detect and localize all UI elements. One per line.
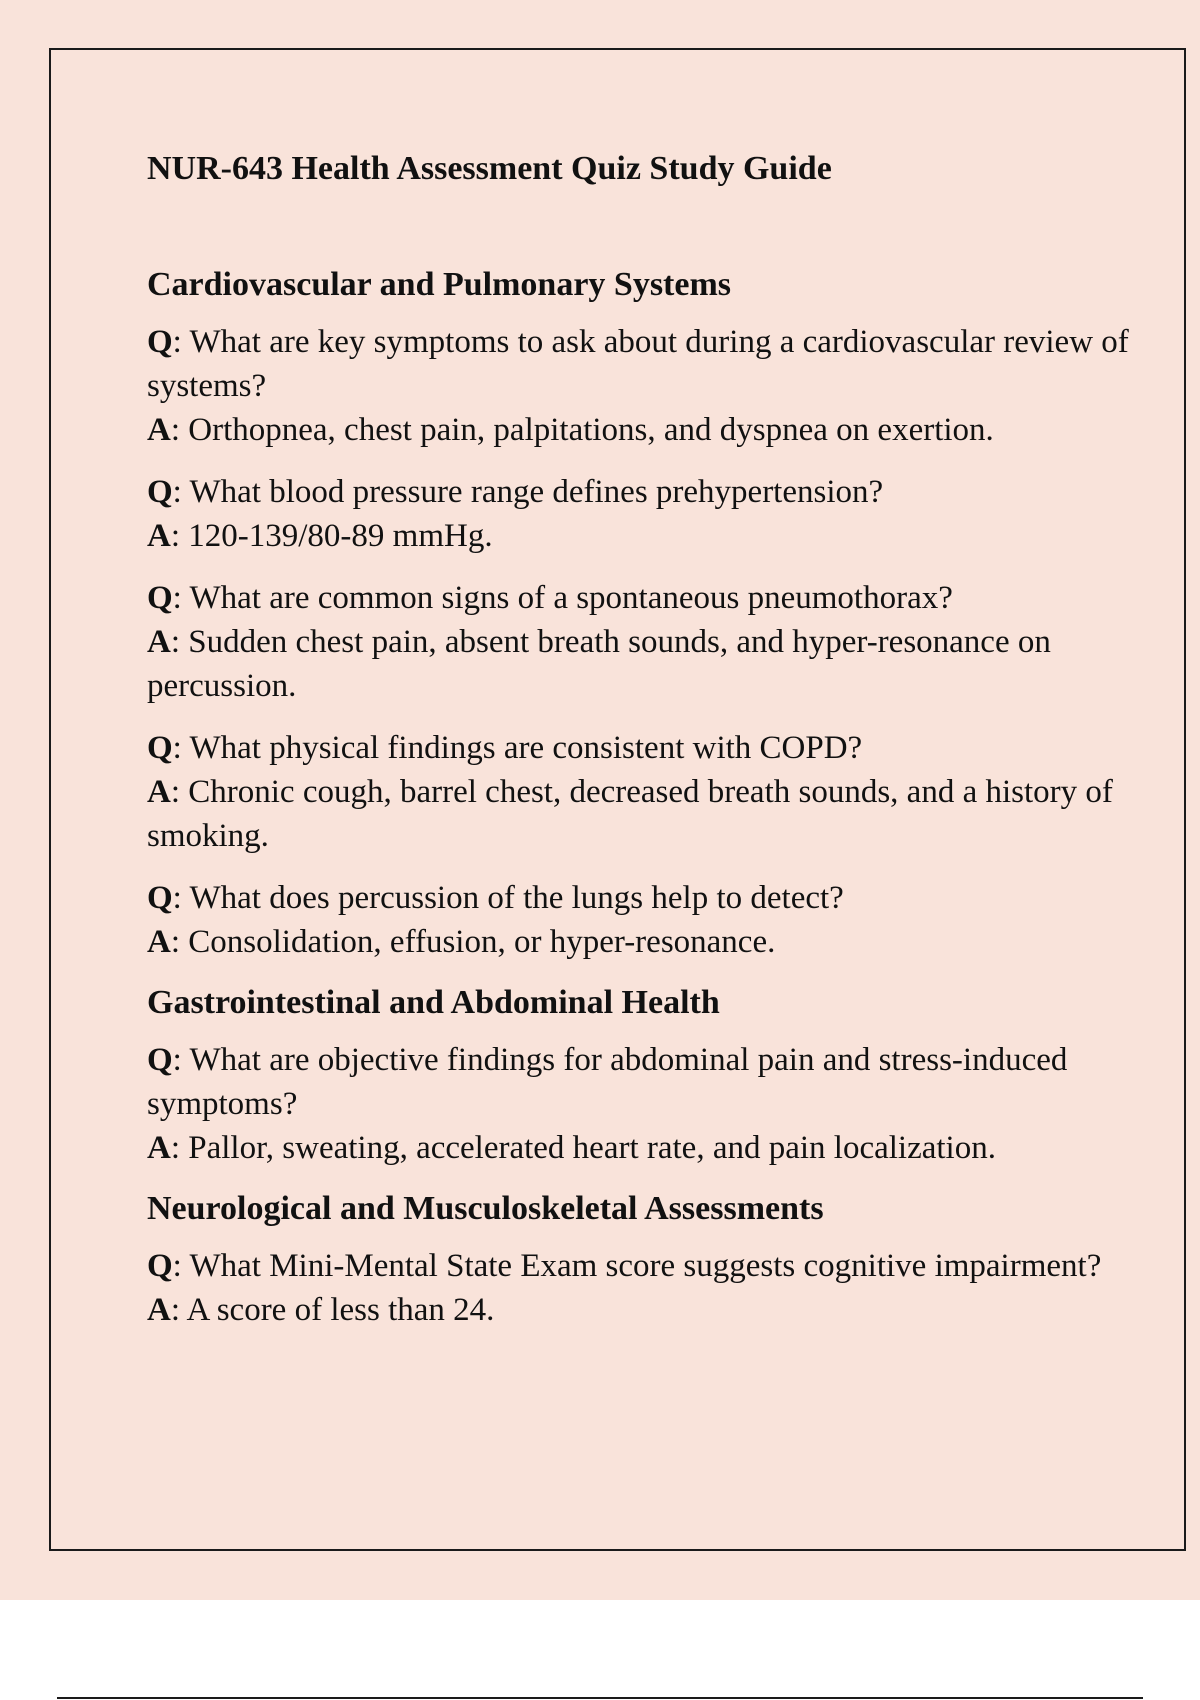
question-label: Q <box>147 1248 173 1284</box>
question <box>147 876 1147 920</box>
qa-item <box>147 1038 1147 1170</box>
question-text: : What does percussion of the lungs help to detect? <box>172 880 844 916</box>
study-guide-content <box>147 148 1147 1350</box>
document-title: NUR-643 Health Assessment Quiz Study Guide <box>147 150 832 187</box>
section-heading-cardio-pulmonary: Cardiovascular and Pulmonary Systems <box>147 266 732 303</box>
answer-text: : 120-139/80-89 mmHg. <box>170 518 493 554</box>
qa-item <box>147 1244 1147 1332</box>
question-text: : What physical findings are consistent with COPD? <box>172 730 863 766</box>
question-text: : What are common signs of a spontaneous pneumothorax? <box>172 580 953 616</box>
question-label: Q <box>147 730 173 766</box>
question-text: : What are objective findings for abdominal pain and stress-induced symptoms? <box>147 1042 1068 1122</box>
answer <box>147 920 1147 964</box>
answer-text: : Sudden chest pain, absent breath sounds, and hyper-resonance on percussion. <box>147 624 1051 704</box>
answer-label: A <box>147 1292 171 1328</box>
qa-item <box>147 320 1147 452</box>
answer-text: : Consolidation, effusion, or hyper-resonance. <box>170 924 776 960</box>
qa-item <box>147 726 1147 858</box>
answer-text: : Pallor, sweating, accelerated heart rate, and pain localization. <box>170 1130 996 1166</box>
question <box>147 1244 1147 1288</box>
answer-text: : Chronic cough, barrel chest, decreased breath sounds, and a history of smoking. <box>147 774 1113 854</box>
footer-divider <box>57 1697 1143 1699</box>
question <box>147 320 1147 408</box>
question-label: Q <box>147 324 173 360</box>
question <box>147 576 1147 620</box>
answer-label: A <box>147 624 171 660</box>
answer-label: A <box>147 1130 171 1166</box>
answer-text: : A score of less than 24. <box>170 1292 495 1328</box>
answer-label: A <box>147 774 171 810</box>
question-label: Q <box>147 880 173 916</box>
question-text: : What blood pressure range defines prehypertension? <box>172 474 884 510</box>
qa-item <box>147 876 1147 964</box>
section-heading-gastrointestinal: Gastrointestinal and Abdominal Health <box>147 984 720 1021</box>
section-heading-neuro-musculoskeletal: Neurological and Musculoskeletal Assessments <box>147 1190 824 1227</box>
answer-label: A <box>147 518 171 554</box>
question <box>147 726 1147 770</box>
answer <box>147 1126 1147 1170</box>
answer-label: A <box>147 412 171 448</box>
question-label: Q <box>147 580 173 616</box>
question-label: Q <box>147 1042 173 1078</box>
answer-text: : Orthopnea, chest pain, palpitations, and dyspnea on exertion. <box>170 412 994 448</box>
answer <box>147 408 1147 452</box>
answer <box>147 1288 1147 1332</box>
answer <box>147 514 1147 558</box>
answer-label: A <box>147 924 171 960</box>
question-text: : What Mini-Mental State Exam score suggests cognitive impairment? <box>172 1248 1102 1284</box>
study-guide-frame <box>49 48 1186 1551</box>
question <box>147 470 1147 514</box>
question <box>147 1038 1147 1126</box>
question-label: Q <box>147 474 173 510</box>
question-text: : What are key symptoms to ask about during a cardiovascular review of systems? <box>147 324 1129 404</box>
qa-item <box>147 470 1147 558</box>
answer <box>147 770 1147 858</box>
qa-item <box>147 576 1147 708</box>
answer <box>147 620 1147 708</box>
